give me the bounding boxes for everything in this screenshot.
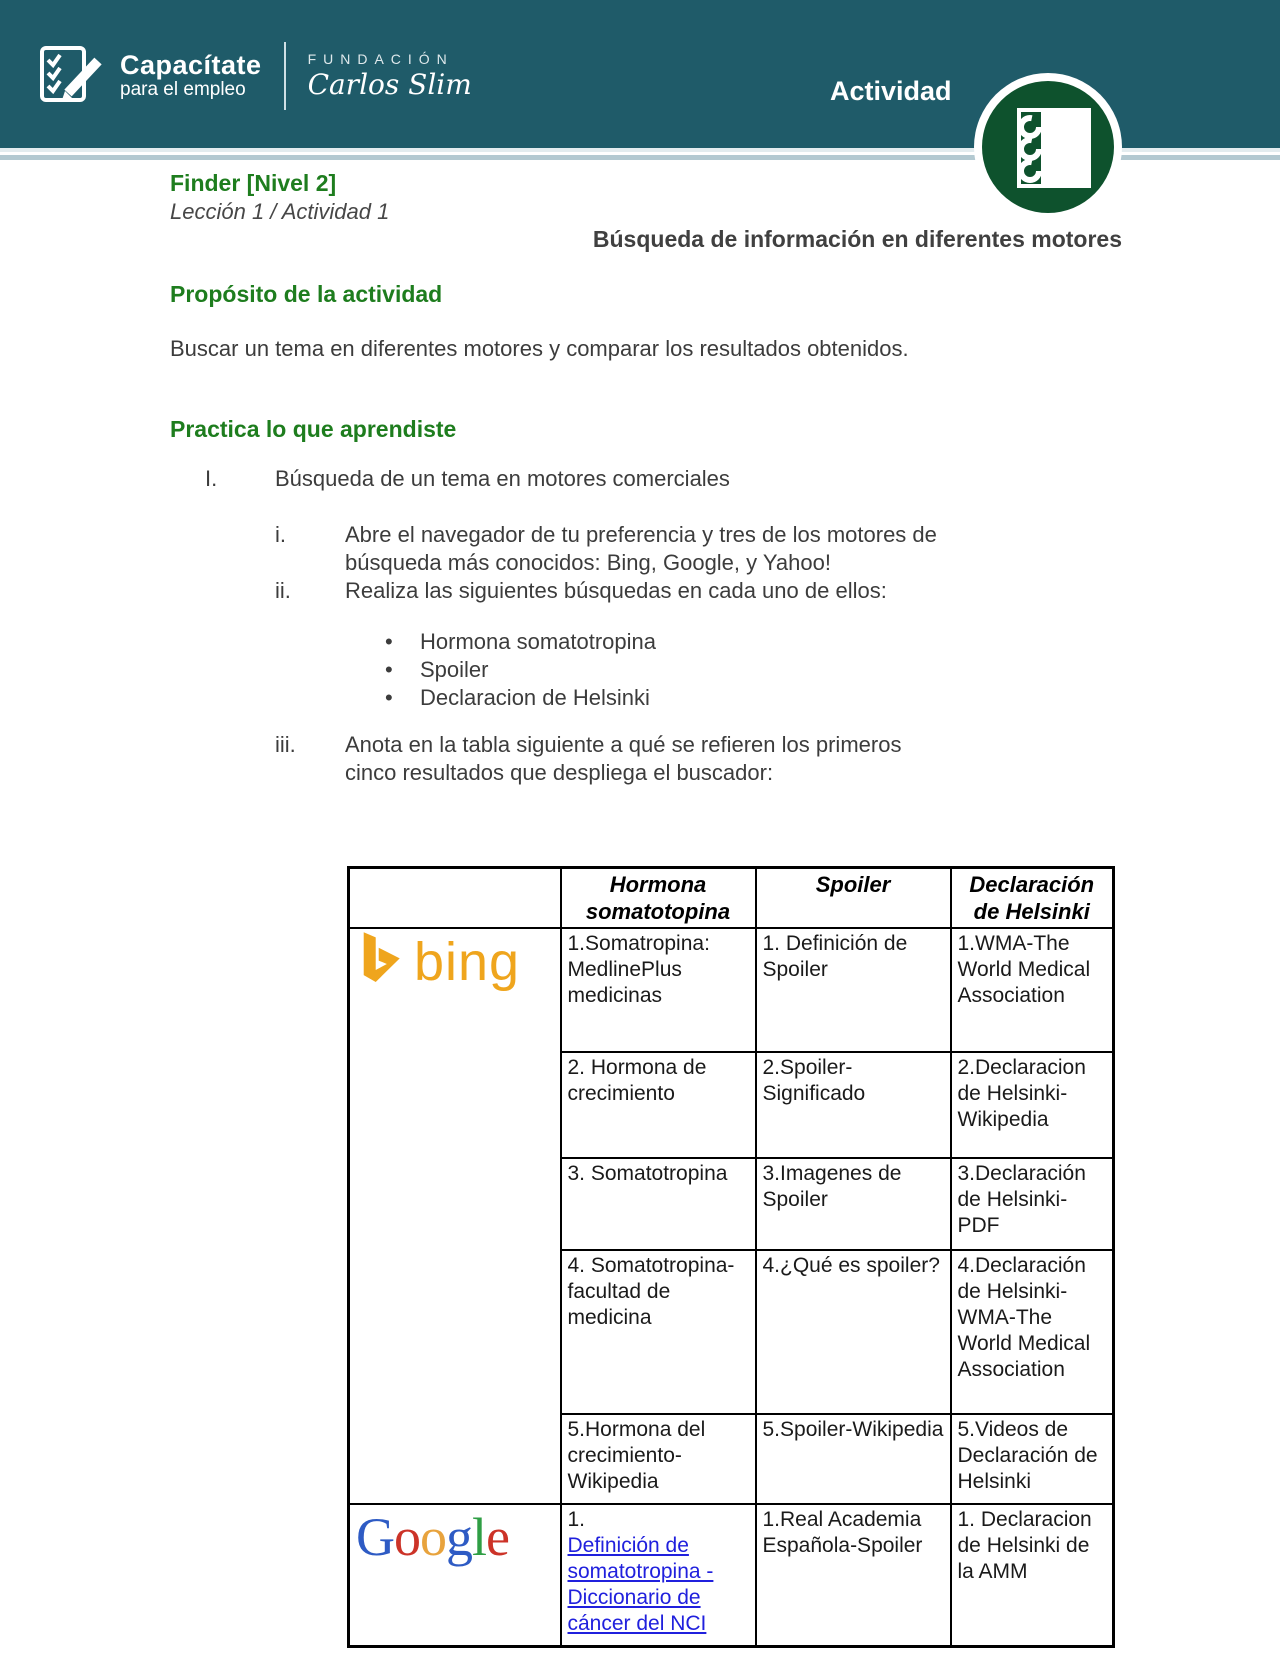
activity-notebook-icon [973,72,1123,222]
result-cell: 3.Declaración de Helsinki-PDF [951,1158,1114,1250]
brand-text [120,51,262,101]
list-item [385,684,656,712]
result-cell: 4. Somatotropina-facultad de medicina [561,1250,756,1414]
google-logo-cell [349,1504,561,1646]
result-cell: 2.Spoiler-Significado [756,1052,951,1158]
result-cell: 2. Hormona de crecimiento [561,1052,756,1158]
page-title: Búsqueda de información en diferentes motores [592,226,1122,252]
bullet-icon: • [385,629,393,654]
step-i-marker: i. [275,522,286,547]
google-letter: o [394,1507,420,1567]
brand-subtitle: para el empleo [120,78,246,100]
google-letter: o [420,1507,446,1567]
result-cell: 1. Definición de Spoiler [756,928,951,1052]
step-iii-marker: iii. [275,732,296,757]
table-row [349,928,1114,1052]
foundation-lockup [308,50,472,102]
result-cell: 3.Imagenes de Spoiler [756,1158,951,1250]
table-row [349,1504,1114,1646]
brand-title: Capacítate [120,49,262,80]
google-letter: G [356,1507,394,1567]
col-header-hormona: Hormona somatotopina [561,868,756,929]
step-ii-text: Realiza las siguientes búsquedas en cada uno de ellos: [345,578,887,603]
search-term: Declaracion de Helsinki [420,685,650,710]
step-ii [275,577,945,605]
result-cell: 4.Declaración de Helsinki-WMA-The World Medical Association [951,1250,1114,1414]
step-iii-text: Anota en la tabla siguiente a qué se refieren los primeros cinco resultados que despliega el buscador: [345,732,902,785]
purpose-body: Buscar un tema en diferentes motores y comparar los resultados obtenidos. [170,336,909,361]
result-cell: 1.Somatropina: MedlinePlus medicinas [561,928,756,1052]
bullet-icon: • [385,685,393,710]
bullet-icon: • [385,657,393,682]
results-table [347,866,1115,1648]
step-ii-marker: ii. [275,578,291,603]
result-cell: 4.¿Qué es spoiler? [756,1250,951,1414]
bing-logo-cell [349,928,561,1504]
result-link[interactable]: Definición de somatotropina - Diccionario de cáncer del NCI [567,1534,714,1635]
google-letter: g [446,1507,472,1567]
brand-lockup [38,40,472,111]
course-title: Finder [Nivel 2] [170,170,337,196]
list-item [385,628,656,656]
roman-text: Búsqueda de un tema en motores comerciales [275,466,730,491]
result-cell [561,1504,756,1646]
table-header-row [349,868,1114,929]
result-number: 1. [567,1508,586,1531]
result-cell: 1.Real Academia Española-Spoiler [756,1504,951,1646]
step-i [275,521,945,577]
result-cell: 5.Hormona del crecimiento-Wikipedia [561,1414,756,1504]
bing-b-icon [356,931,404,992]
purpose-heading: Propósito de la actividad [170,281,443,307]
foundation-signature: Carlos Slim [307,67,472,101]
foundation-name: FUNDACIÓN [307,50,454,67]
step-i-text: Abre el navegador de tu preferencia y tres de los motores de búsqueda más conocidos: Bing, Google, y Yahoo! [345,522,937,575]
result-cell: 1.WMA-The World Medical Association [951,928,1114,1052]
corner-cell [349,868,561,929]
search-term: Spoiler [420,657,489,682]
result-cell: 5.Spoiler-Wikipedia [756,1414,951,1504]
google-letter: l [472,1507,487,1567]
result-cell: 3. Somatotropina [561,1158,756,1250]
list-item [385,656,656,684]
search-terms-list [385,628,656,712]
practice-heading: Practica lo que aprendiste [170,416,457,442]
col-header-spoiler: Spoiler [756,868,951,929]
step-iii [275,731,945,787]
brand-divider [284,42,286,110]
result-cell: 2.Declaracion de Helsinki-Wikipedia [951,1052,1114,1158]
roman-marker: I. [205,466,218,491]
result-cell: 1. Declaracion de Helsinki de la AMM [951,1504,1114,1646]
bing-wordmark: bing [414,931,521,992]
search-term: Hormona somatotropina [420,629,657,654]
col-header-helsinki: Declaración de Helsinki [951,868,1114,929]
lesson-line: Lección 1 / Actividad 1 [170,199,390,224]
google-letter: e [486,1507,509,1567]
capacitate-checklist-icon [38,40,104,111]
google-logo [356,1507,554,1567]
activity-label: Actividad [830,76,952,106]
result-cell: 5.Videos de Declaración de Helsinki [951,1414,1114,1504]
bing-logo [356,931,554,992]
list-item-roman [205,466,730,492]
